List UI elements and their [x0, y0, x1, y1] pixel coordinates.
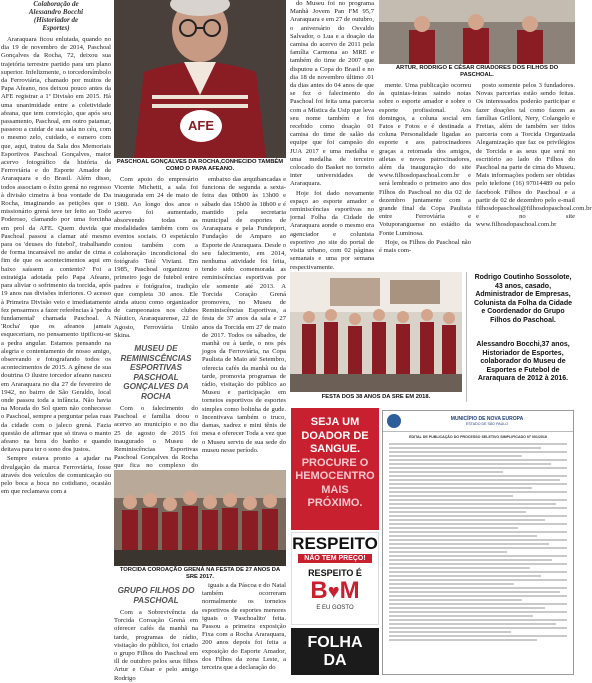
paragraph: Com apoio do empresário Vicente Michetti, a sala foi inaugurada em 24 de maio de 1980. Ao longo dos anos o acervo foi aumentado, absorvendo todas as modalidades também com os eventos sociais. O espetáculo contou também com a colaboração incondicional do fotógrafo Teté Viviani. Em 1985, Paschoal organizou o primeiro jogo de futebol entre padres e fotógrafos, tradição que completa 30 anos. Ele ainda atuou como organizador de campeonatos nos clubes Náutico, Araraquarense, 22 de Agosto, Ferroviária União Skina.: [114, 176, 198, 339]
photo-festa-sre-drawing: [290, 272, 462, 392]
ad-blood-line: PRÓXIMO.: [307, 497, 363, 509]
notice-line: [389, 587, 567, 589]
notice-line: [389, 551, 507, 553]
notice-line: [389, 523, 567, 525]
notice-line: [389, 507, 567, 509]
article-column-2: [114, 176, 198, 468]
notice-line: [389, 595, 567, 597]
ad-respeito-mid: RESPEITO É: [308, 568, 362, 578]
notice-line: [389, 575, 541, 577]
notice-subtitle: ESTADO DE SÃO PAULO: [465, 421, 508, 426]
paragraph: Sempre estava pronto a ajudar na divulgação da marca Ferroviária, fosse através dos veículos de comunicação ou pelo boca a boca no cotidiano, ocasião em que reclamava com a: [1, 455, 111, 496]
notice-line: [389, 563, 567, 565]
photo-festa-sre: [290, 272, 462, 392]
ad-blood-donation: [291, 408, 379, 530]
ad-respeito-foot: E EU GOSTO: [316, 605, 354, 611]
photo-paschoal: [114, 0, 286, 158]
info-rodrigo: Rodrigo Coutinho Sossolote, 43 anos, casado, Administrador de Empresas, Colunista da Folha da Cidade e Coordenador do Grupo Filhos do Paschoal.: [473, 274, 572, 324]
byline-line: Esportes): [42, 24, 70, 32]
byline-line: (Historiador de: [33, 16, 79, 24]
notice-line: [389, 467, 567, 469]
notice-line: [389, 583, 514, 585]
notice-line: [389, 471, 503, 473]
notice-line: [389, 607, 545, 609]
article-byline: [1, 0, 111, 32]
photo-torcida-caption: TORCIDA COROAÇÃO GRENÁ NA FESTA DE 27 ANOS DA SRE 2017.: [119, 567, 281, 580]
article-column-3: [202, 176, 286, 468]
section-title-grupo: GRUPO FILHOS DO PASCHOAL: [117, 586, 195, 605]
notice-line: [389, 635, 567, 637]
paragraph: mente. Uma publicação ocorreu às quintas-feiras saindo notas sobre o esporte amador e sobre o esporte profissional. Aos domingos, a coluna social em Fatos e Fotos e é destinada a coluna Personalidade ligadas ao esporte e aos patrocinadores graças a retomada dos amigos, atletas e novos patrocinadores, além da inauguração do site www.filhosdopaschoal.com.br e será lembrado o primeiro ano dos Filhos do Paschoal no dia 02 de dezembro juntamente com a grande final da Copa Paulista entre Ferroviária e Votuporanguense no estádio da Fonte Luminosa.: [379, 82, 471, 237]
photo-paschoal-caption: PASCHOAL GONÇALVES DA ROCHA,CONHECIDO TAMBÉM COMO O PAPA AFEANO.: [116, 159, 284, 172]
paragraph: embaixo das arquibancadas e funciona de segunda a sexta-feira das 08h00 às 13h00 e sábado das 15h00 às 18h00 e é mantido pela secretaria municipal de esportes de Araraquara e pela Fundeport, Fundação de Amparo ao Esporte de Araraquara. Desde o seu falecimento, em 2014, nenhuma atividade foi feita, tendo sido comemorada as reminiscências esportivas por ele somente até 2013. A Torcida Coração Grená promoveu, no Museu de Reminiscências Esportivas, a festa de 37 anos da sala e 27 anos da Torcida em 27 de maio de 2017. Todos os sábados, de manhã ou à tarde, o nos pés jogos da Ferroviária, na Copa Paulista de Maio até Setembro, oferecia cafés da manhã ou da tarde, promovia programas de rádio, visitação do público ao Museu e participação em torneios esportivos de esportes simples como bolinha de gude. Incentivava também o truco, damas, xadrez e mini tênis de mesa e oferecer Toda a vez que o Museu serviu de sua sede do museu nesse período.: [202, 176, 286, 454]
ad-folha-da-cidade: [291, 628, 379, 675]
notice-line: [389, 491, 567, 493]
paragraph: iguais a da Páscoa e do Natal também ocorreram normalmente os torneios esportivos de esportes menores iguais o 'Paschoalito' feita. Passou a primeira exposição Fixa com a Rocha Araraquara, 200 anos depois foi feita a exposição do Esporte Amador, dos Filhos da zona Leste, a terceira que a declaração do: [202, 582, 286, 672]
article-column-1: [1, 0, 111, 675]
notice-line: [389, 443, 567, 445]
paragraph: Araraquara ficou enlutada, quando no dia 19 de novembro de 2014, Paschoal Gonçalves da Rocha, 72, deixou sua trajetória terrestre partido para um plano superior. Infelizmente, o torcedorsímbolo da Ferroviária, chamado por muitos de Papa Afeano, nos deixou pouco antes da AFE registrar a 1ª Divisão em 2015. Há uma unanimidade entre a coletividade afeana, que tem convicção, que após seu passamento, Paschoal, em outro patamar, passeou a cuidar de sua sala no céu, com o mesmo zelo, cuidado, e esmero com que, aqui, tratou da Sala dos Memoriais Esportivos Paschoal Gonçalves, maior acervo fotográfico da história da Ferroviária e do Esporte Amador de Araraquara e do Brasil. Além disso, todos associam o êxito grená no regresso à divisão cimeira à boa vontade de Da Rocha, imaginando as petições que o missionário grená teve ter feito ao Todo Poderoso, clamando por uma forcinha em prol da AFE. Quem duvida que Paschoal passou a clamar até mesmo para os 'deuses do futebol', trabalhando de forma incansável no andar de cima a fim de que os acontecimentos aqui em baixo saíssem a contento? Foi a estratégia adotada pelo Papa Afeano, para aliviar o sofrimento da torcida, após 19 anos nas divisões inferiores. O acesso à Primeira Divisão veio e imediatamente fez pensarmos a fazer referências à 'pedra fundamental' chamada Paschoal. A 'Rocha' que os afeanos jamais esqueceriam, no pensamento tipificou-se a pedra angular. Estamos pensando na alegria e contentamento de nosso amigo, observando e fotografando todos os acontecimentos de 2015. A gênese de sua doutrina O ilustre torcedor afeano nasceu em Araraquara no dia 27 de fevereiro de 1942, no bairro de São Geraldo, local onde passou toda a infância. Não havia na Morada do Sol quem não conhecesse o Paschoal, sempre a perguntar pelas ruas da cidade com o jaleco grená. Fazia questão de afirmar que só tirava o manto afeano na hora do banho e quando deitava para ter o sono dos justos.: [1, 36, 111, 454]
byline-line: Alessandro Bocchi: [28, 8, 84, 16]
photo-criadores-drawing: [379, 0, 575, 64]
notice-line: [389, 611, 567, 613]
ad-respeito-title: RESPEITO: [292, 534, 378, 553]
notice-line: [389, 567, 530, 569]
notice-line: [389, 539, 567, 541]
notice-line: [389, 639, 537, 641]
notice-line: [389, 627, 567, 629]
notice-line: [389, 571, 567, 573]
photo-criadores-caption: ARTUR, RODRIGO E CÉSAR CRIADORES DOS FILHOS DO PASCHOAL.: [395, 65, 559, 78]
ad-blood-line: SEJA UM: [310, 416, 360, 428]
notice-line: [389, 555, 567, 557]
article-column-4: [290, 0, 374, 271]
notice-line: [389, 547, 567, 549]
ad-respeito-subtitle: NÃO TEM PREÇO!: [298, 554, 372, 563]
article-column-3-bottom: [202, 582, 286, 675]
notice-line: [389, 447, 541, 449]
ad-respeito-m: M: [339, 577, 360, 604]
ad-blood-line: DOADOR DE: [301, 429, 369, 442]
ad-respeito-b: B: [310, 577, 328, 604]
notice-line: [389, 451, 567, 453]
notice-line: [389, 623, 556, 625]
notice-line: [389, 487, 532, 489]
notice-line: [389, 479, 560, 481]
notice-line: [389, 459, 567, 461]
ad-respeito: [291, 532, 379, 625]
photo-criadores: [379, 0, 575, 64]
notice-line: [389, 559, 552, 561]
notice-line: [389, 463, 551, 465]
notice-line: [389, 515, 567, 517]
article-column-5: [379, 82, 471, 268]
notice-line: [389, 483, 567, 485]
notice-line: [389, 631, 511, 633]
ad-respeito-bom: [292, 579, 378, 604]
notice-line: [389, 531, 567, 533]
article-column-6: [476, 82, 592, 268]
ad-folha-line: FOLHA: [307, 634, 363, 651]
photo-torcida-drawing: [114, 470, 286, 566]
divider: [466, 272, 467, 402]
notice-title: MUNICÍPIO DE NOVA EUROPA: [450, 415, 524, 422]
notice-heading: EDITAL DE PUBLICAÇÃO DO PROCESSO SELETIVO SIMPLIFICADO Nº 001/2018: [409, 435, 547, 439]
byline-line: Colaboração de: [33, 0, 79, 8]
info-alessandro: Alessandro Bocchi,37 anos, Historiador de Esportes, colaborador do Museu de Esportes e Futebol de Araraquara de 2012 à 2016.: [476, 341, 570, 383]
notice-line: [389, 503, 556, 505]
paragraph: Hoje, os Filhos do Paschoal não é mais com-: [379, 238, 471, 255]
section-title-museu: MUSEU DE REMINISCÊNCIAS ESPORTIVAS PASCHOAL GONÇALVES DA ROCHA: [120, 344, 192, 401]
notice-line: [389, 615, 533, 617]
notice-header: [383, 411, 573, 432]
notice-title-block: [405, 416, 569, 427]
notice-line: [389, 599, 522, 601]
notice-line: [389, 535, 537, 537]
notice-line: [389, 519, 545, 521]
notice-body: [383, 443, 573, 641]
photo-festa-sre-caption: FESTA DOS 38 ANOS DA SRE EM 2018.: [321, 394, 431, 400]
ad-blood-line: HEMOCENTRO: [295, 470, 375, 482]
notice-line: [389, 579, 567, 581]
notice-line: [389, 603, 567, 605]
notice-line: [389, 511, 526, 513]
notice-line: [389, 527, 518, 529]
notice-line: [389, 455, 522, 457]
ad-blood-line: MAIS: [321, 483, 349, 496]
paragraph: Hoje foi dado novamente espaço ao esporte amador e reminiscências esportivas no jornal Folha da Cidade de Araraquara aonde o mesmo era agenciador e colunista esportivo ,no site do portal de visita urbano, com 02 páginas semanais e uma por semana respectivamente.: [290, 189, 374, 271]
afe-badge: AFE: [178, 108, 224, 144]
notice-line: [389, 475, 567, 477]
municipal-seal-icon: [387, 414, 401, 428]
notice-line: [389, 499, 567, 501]
photo-torcida: [114, 470, 286, 566]
article-column-2-bottom: [114, 582, 198, 682]
paragraph: Com a Sobrevivência da Torcida Coroação Grená em oferecer cafés da manhã na tarde, programas de rádio, visitação do público, foi criado o grupo Filhos do Paschoal em ill de outubro pelos seus filhos Artur e César e pelo amigo Rodrigo: [114, 609, 198, 682]
municipal-notice: [382, 410, 574, 675]
paragraph: Com o falecimento do Paschoal e família doou o acervo ao município e no dia 25 de agosto de 2015 foi inaugurado o Museu de Reminiscências Esportivas Paschoal Gonçalves da Rocha que fica no complexo do: [114, 405, 198, 470]
paragraph: posto somente pelos 3 fundadores. Novas parcerias estão sendo feitas. Os interessados poderão participar e fazer doações tal como fazem as famílias Grilloni, Nery, Colangelo e Freitas, além de também ser tidos parceria com a Torcida Organizada Alegamização que faz os privilégios de Torcida e as seus que será no escritório ao lado do Filhos do Paschoal na parte de cima do Museu. Mais informações podem ser obtidas pelo telefone (16) 97014489 ou pelo facebook Filhos do Paschoal e a partir de 02 de dezembro pelo e-mail filhosdopaschoal@filhosdopaschoal.com.br e no site www.filhosdopaschoal.com.br: [476, 82, 592, 229]
notice-line: [389, 619, 567, 621]
ad-blood-line: SANGUE.: [309, 443, 361, 455]
heart-icon: ♥: [327, 581, 340, 603]
notice-line: [389, 591, 560, 593]
paragraph: do Museu foi no programa Manhã Jovem Pan FM 95,7 Araraquara e em 27 de outubro, o aniversário do Osvaldo Salvador, o Lua e a doação da camisa do acervo de 2011 pela família Carmona ao MRE e também do time de 2007 que disputou a Copa do Brasil e no dia 18 de novembro último .01 da dias antes do 04 anos de que se fez o falecimento do Paschoal foi feita uma parceria com a Mística da Usip que leva seu nome também e foi recebido como doação 01 camisa do time de salão da equipe que foi campeão do JUA 2017 e uma medalha e uma medalha de terceiro colocado do Basket no torneio inter universidades de Araraquara.: [290, 0, 374, 188]
notice-line: [389, 543, 549, 545]
notice-line: [389, 495, 513, 497]
ad-blood-line: PROCURE O: [301, 456, 369, 469]
ad-folha-line: DA: [323, 652, 347, 669]
